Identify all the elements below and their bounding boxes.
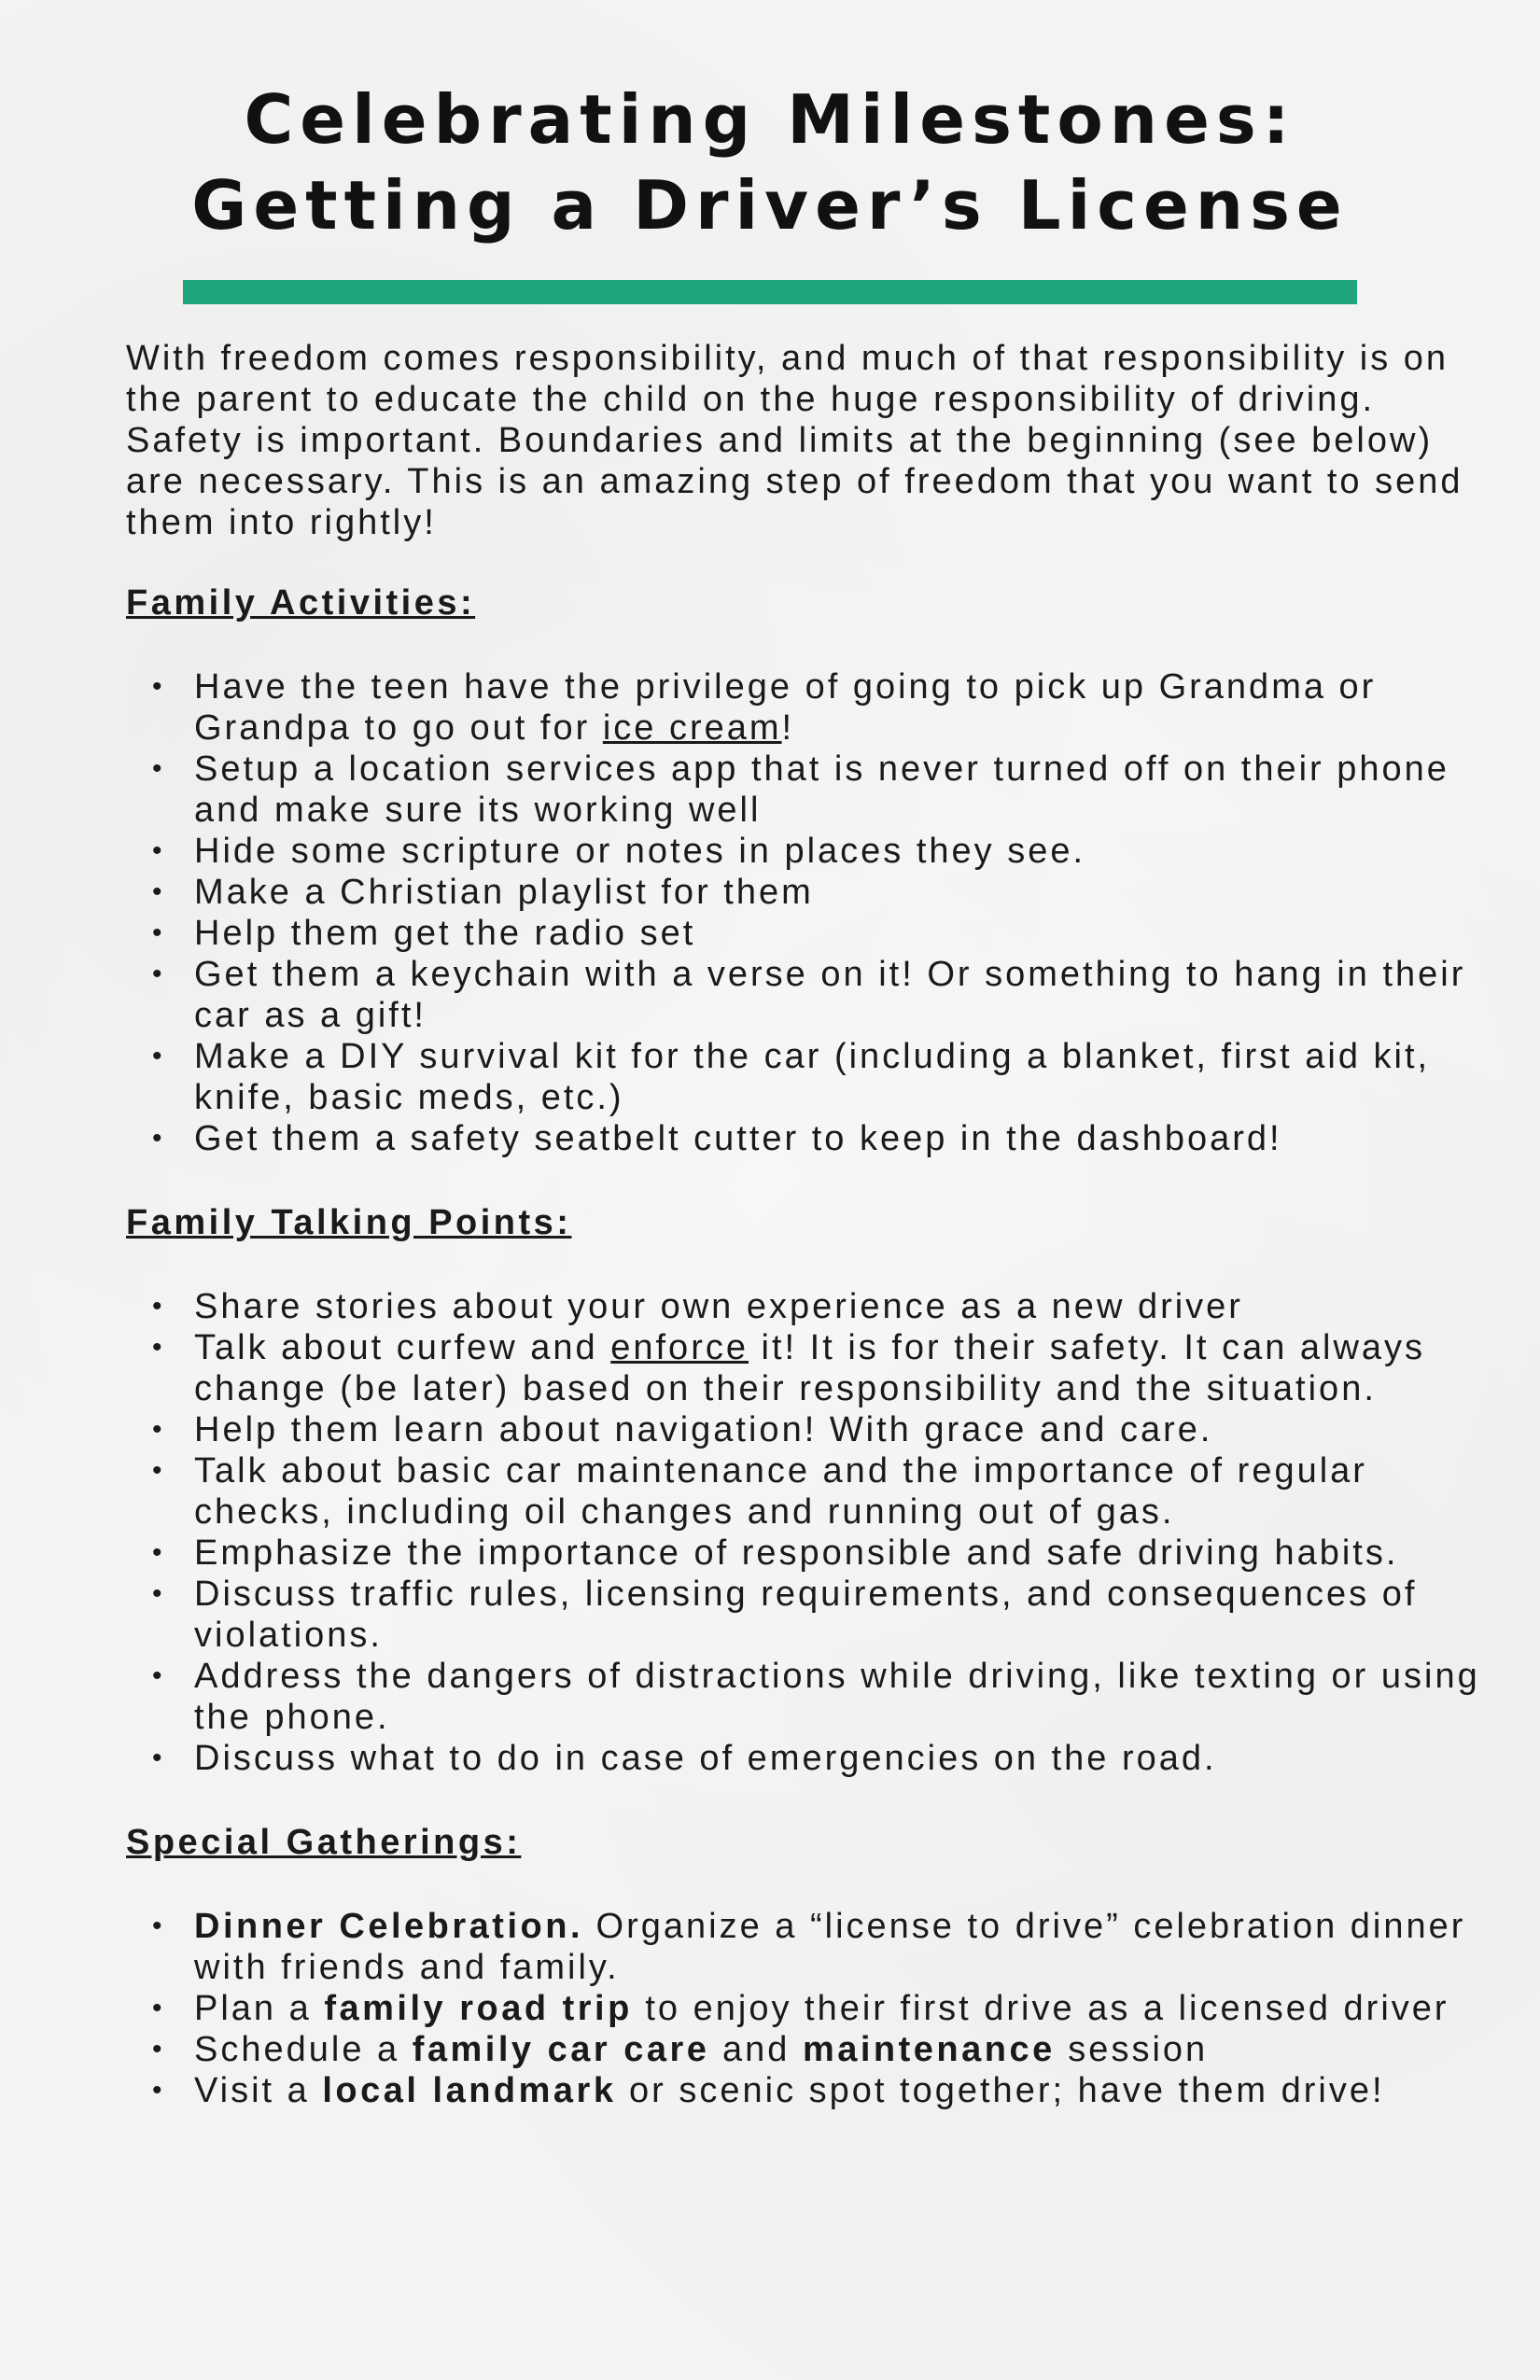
document-body bbox=[126, 338, 1498, 2111]
enforce-emphasis: enforce bbox=[610, 1328, 749, 1367]
list-item: • Address the dangers of distractions while driving, like texting or using the phone. bbox=[126, 1656, 1498, 1738]
list-item: • Emphasize the importance of responsible and safe driving habits. bbox=[126, 1533, 1498, 1574]
list-item: • Make a Christian playlist for them bbox=[126, 872, 1498, 913]
talking-points-list bbox=[126, 1286, 1498, 1779]
title-accent-bar bbox=[183, 280, 1357, 304]
list-item: • Discuss traffic rules, licensing requirements, and consequences of violations. bbox=[126, 1574, 1498, 1656]
list-item: • Talk about curfew and enforce it! It is for their safety. It can always change (be later) based on their responsibility and the situation. bbox=[126, 1327, 1498, 1409]
special-gatherings-list bbox=[126, 1906, 1498, 2111]
page-title bbox=[0, 77, 1540, 248]
title-line-2: Getting a Driver’s License bbox=[191, 166, 1349, 245]
list-item: • Dinner Celebration. Organize a “license to drive” celebration dinner with friends and family. bbox=[126, 1906, 1498, 1988]
list-item: • Get them a keychain with a verse on it! Or something to hang in their car as a gift! bbox=[126, 954, 1498, 1036]
list-item: • Setup a location services app that is never turned off on their phone and make sure its working well bbox=[126, 749, 1498, 831]
list-item: • Visit a local landmark or scenic spot together; have them drive! bbox=[126, 2070, 1498, 2111]
list-item: • Get them a safety seatbelt cutter to keep in the dashboard! bbox=[126, 1118, 1498, 1159]
title-line-1: Celebrating Milestones: bbox=[244, 80, 1296, 159]
list-item: • Help them learn about navigation! With grace and care. bbox=[126, 1409, 1498, 1450]
list-item: • Plan a family road trip to enjoy their first drive as a licensed driver bbox=[126, 1988, 1498, 2029]
family-activities-list bbox=[126, 666, 1498, 1159]
list-item: • Help them get the radio set bbox=[126, 913, 1498, 954]
list-item: • Talk about basic car maintenance and the importance of regular checks, including oil changes and running out of gas. bbox=[126, 1450, 1498, 1533]
intro-paragraph: With freedom comes responsibility, and much of that responsibility is on the parent to educate the child on the huge responsibility of driving. Safety is important. Boundaries and limits at the beginning (see below) are necessary. This is an amazing step of freedom that you want to send them into rightly! bbox=[126, 339, 1463, 542]
list-item: • Have the teen have the privilege of going to pick up Grandma or Grandpa to go out for ice cream! bbox=[126, 666, 1498, 749]
list-item: • Discuss what to do in case of emergencies on the road. bbox=[126, 1738, 1498, 1779]
list-item: • Share stories about your own experience as a new driver bbox=[126, 1286, 1498, 1327]
special-gatherings-heading: Special Gatherings: bbox=[126, 1823, 522, 1862]
list-item: • Make a DIY survival kit for the car (including a blanket, first aid kit, knife, basic meds, etc.) bbox=[126, 1036, 1498, 1118]
family-activities-heading: Family Activities: bbox=[126, 583, 476, 623]
ice-cream-link[interactable]: ice cream bbox=[602, 708, 782, 748]
list-item: • Schedule a family car care and maintenance session bbox=[126, 2029, 1498, 2070]
talking-points-heading: Family Talking Points: bbox=[126, 1203, 572, 1242]
list-item: • Hide some scripture or notes in places they see. bbox=[126, 831, 1498, 872]
